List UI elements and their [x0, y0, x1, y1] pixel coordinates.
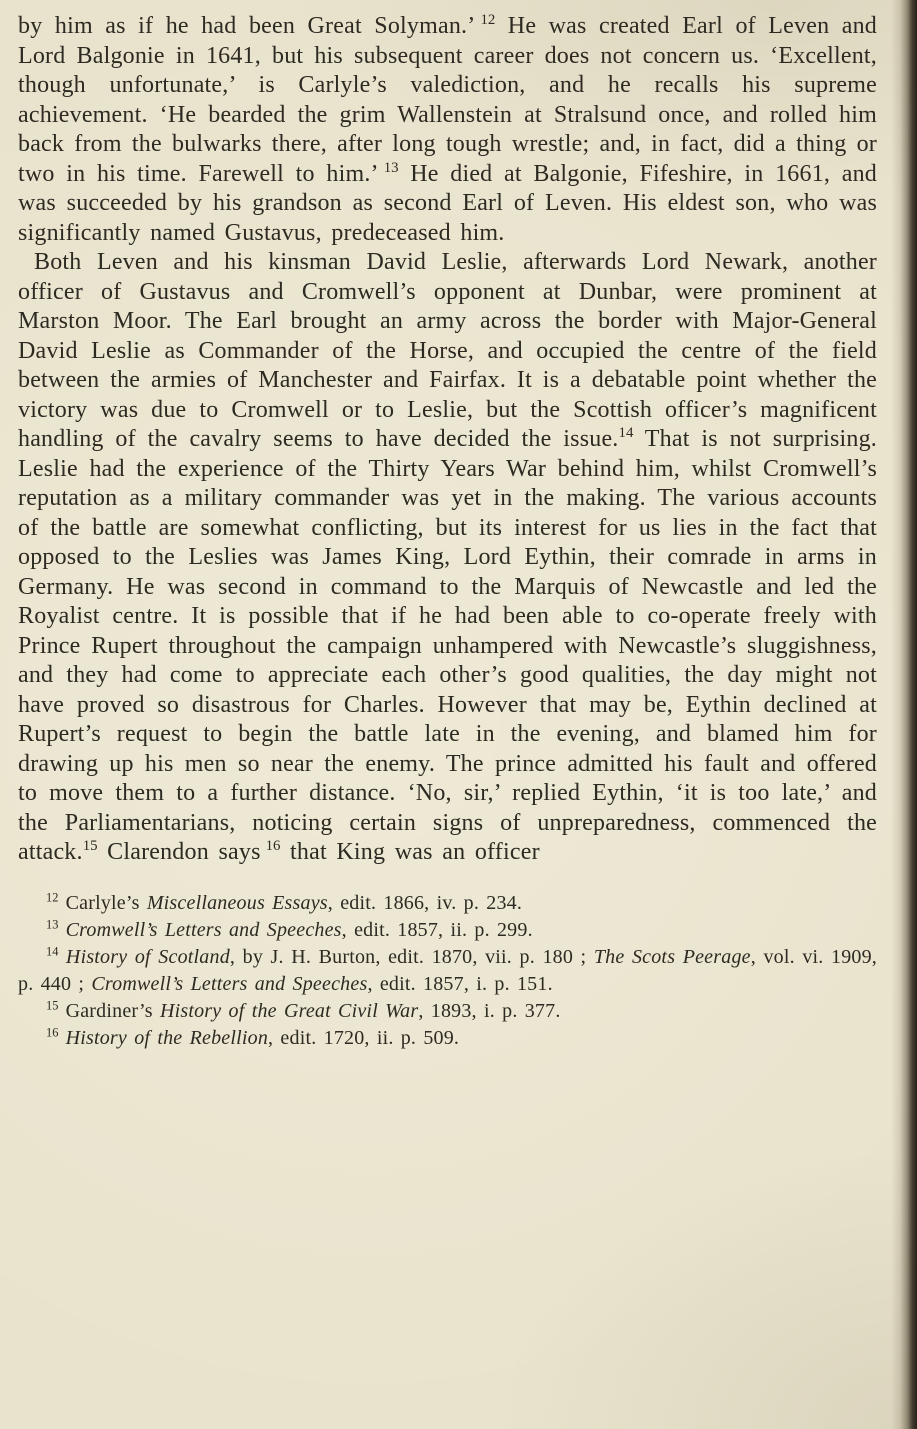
- italic-text: History of the Rebellion: [65, 1026, 269, 1049]
- text-run: Both Leven and his kinsman David Leslie, afterwards Lord Newark, another officer of Gustavus and Cromwell’s opponent at Dunbar, were prominent at Marston Moor. The Earl brought an army across the border with Major-General David Leslie as Commander of the Horse, and occupied the centre of the field between the armies of Manchester and Fairfax. It is a debatable point whether the victory was due to Cromwell or to Leslie, but the Scottish officer’s magnificent handling of the cavalry seems to have decided the issue.: [18, 249, 877, 452]
- text-run: , edit. 1857, i. p. 151.: [367, 972, 553, 995]
- paragraph: [18, 248, 877, 868]
- footnotes: [18, 890, 877, 1052]
- text-run: He was created Earl of Leven and Lord Balgonie in 1641, but his subsequent career does not concern us. ‘Excellent, though unfortunate,’ is Carlyle’s valediction, and he recalls his supreme achievement. ‘He bearded the grim Wallenstein at Stralsund once, and rolled him back from the bulwarks there, after long tough wrestle; and, in fact, did a thing or two in his time. Farewell to him.’: [18, 13, 878, 187]
- footnote: [18, 1025, 877, 1052]
- italic-text: Cromwell’s Letters and Speeches: [65, 918, 342, 941]
- text-run: that King was an officer: [280, 839, 540, 865]
- footnote: [18, 998, 877, 1025]
- italic-text: Cromwell’s Letters and Speeches: [91, 972, 368, 995]
- body-text: [18, 12, 877, 868]
- italic-text: Miscellaneous Essays: [146, 891, 328, 914]
- text-run: [58, 1027, 65, 1049]
- footnote-marker: 15: [82, 838, 98, 854]
- footnote-marker: 13: [383, 159, 399, 176]
- text-run: , by J. H. Burton, edit. 1870, vii. p. 180 ;: [229, 945, 594, 968]
- text-run: Carlyle’s: [58, 891, 147, 914]
- text-run: by him as if he had been Great Solyman.’: [18, 13, 481, 39]
- text-run: , edit. 1866, iv. p. 234.: [327, 891, 523, 914]
- text-run: , edit. 1720, ii. p. 509.: [268, 1026, 460, 1049]
- page-edge-shadow: [891, 0, 917, 1429]
- italic-text: History of Scotland: [65, 945, 230, 968]
- text-run: That is not surprising. Leslie had the experience of the Thirty Years War behind him, whilst Cromwell’s reputation as a military commander was yet in the making. The various accounts of the battle are somewhat conflicting, but its interest for us lies in the fact that opposed to the Leslies was James King, Lord Eythin, their comrade in arms in Germany. He was second in command to the Marquis of Newcastle and led the Royalist centre. It is possible that if he had been able to co-operate freely with Prince Rupert throughout the campaign unhampered with Newcastle’s sluggishness, and they had come to appreciate each other’s good qualities, the day might not have proved so disastrous for Charles. However that may be, Eythin declined at Rupert’s request to begin the battle late in the evening, and blamed him for drawing up his men so near the enemy. The prince admitted his fault and offered to move them to a further distance. ‘No, sir,’ replied Eythin, ‘it is too late,’ and the Parliamentarians, noticing certain signs of unpreparedness, commenced the attack.: [18, 426, 877, 865]
- paragraph: [18, 12, 877, 248]
- footnote: [18, 917, 877, 944]
- text-run: , 1893, i. p. 377.: [418, 999, 561, 1022]
- text-run: , edit. 1857, ii. p. 299.: [341, 918, 533, 941]
- footnote: [18, 890, 877, 917]
- text-run: He died at Balgonie, Fifeshire, in 1661, and was succeeded by his grandson as second Earl of Leven. His eldest son, who was significantly named Gustavus, predeceased him.: [18, 160, 877, 246]
- footnote-marker: 16: [46, 1024, 59, 1039]
- footnote-marker: 14: [618, 425, 634, 441]
- text-run: [58, 946, 66, 968]
- text-run: [58, 919, 65, 941]
- text-run: Gardiner’s: [58, 999, 160, 1022]
- footnote-marker: 12: [480, 12, 496, 28]
- footnote-marker: 16: [265, 838, 281, 854]
- footnote-marker: 12: [46, 889, 59, 904]
- italic-text: The Scots Peerage: [593, 945, 751, 968]
- text-run: , vol. vi. 1909, p. 440 ;: [18, 945, 877, 995]
- footnote: [18, 944, 877, 998]
- italic-text: History of the Great Civil War: [159, 999, 419, 1022]
- footnote-marker: 13: [46, 916, 59, 931]
- footnote-marker: 15: [46, 997, 59, 1012]
- footnote-marker: 14: [46, 943, 59, 958]
- text-run: Clarendon says: [97, 839, 266, 865]
